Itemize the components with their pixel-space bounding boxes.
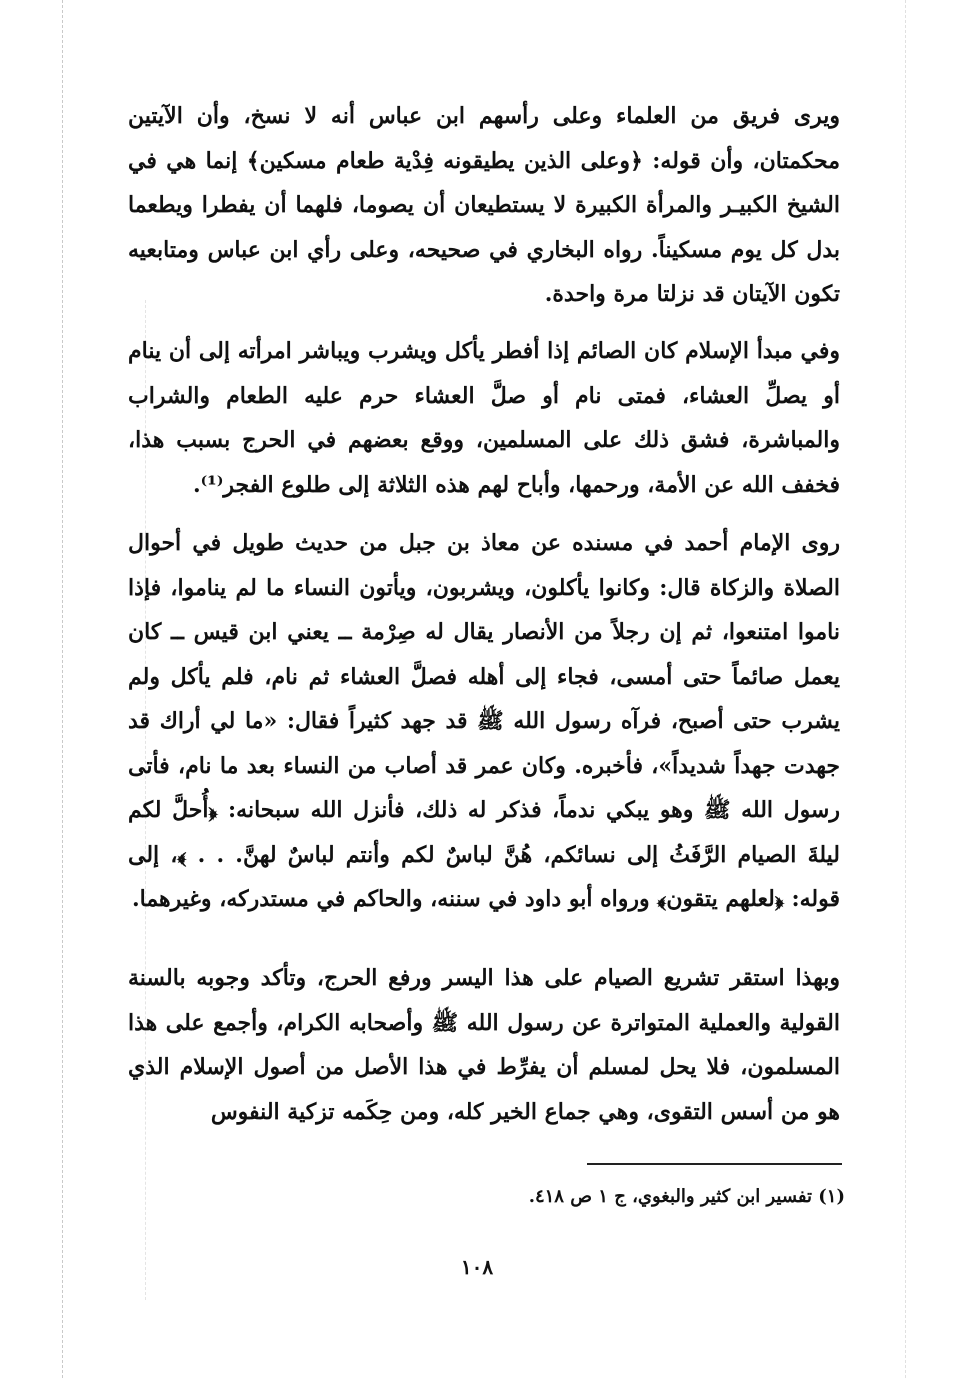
paragraph: وفي مبدأ الإسلام كان الصائم إذا أفطر يأكل ويشرب ويباشر امرأته إلى أن ينام أو يصلِّ العشاء، فمتى نام أو صلَّ العشاء حرم عليه الطعام والشراب والمباشرة، فشق ذلك على المسلمين، ووقع بعضهم في الحرج بسبب هذا، فخفف الله عن الأمة، ورحمها، وأباح لهم هذه الثلاثة إلى طلوع الفجر⁽¹⁾. (128, 338, 841, 498)
paragraph: ويرى فريق من العلماء وعلى رأسهم ابن عباس أنه لا نسخ، وأن الآيتين محكمتان، وأن قوله: ﴿وعلى الذين يطيقونه فِدْية طعام مسكين﴾ إنما هي في الشيخ الكبيـر والمرأة الكبيرة لا يستطيعان أن يصوما، فلهما أن يفطرا ويطعما بدل كل يوم مسكيناً. رواه البخاري في صحيحه، وعلى رأي ابن عباس ومتابعيه تكون الآيتان قد نزلتا مرة واحدة. (128, 103, 840, 307)
scan-artifact-line (905, 0, 906, 1378)
page-number: ١٠٨ (460, 1255, 494, 1279)
footnote: (١) تفسير ابن كثير والبغوي، ج ١ ص ٤١٨. (528, 1186, 845, 1207)
paragraph: روى الإمام أحمد في مسنده عن معاذ بن جبل من حديث طويل في أحوال الصلاة والزكاة قال: وكانوا يأكلون، ويشربون، ويأتون النساء ما لم يناموا، فإذا ناموا امتنعوا، ثم إن رجلاً من الأنصار يقال له صِرْمة ــ يعني ابن قيس ــ كان يعمل صائماً حتى أمسى، فجاء إلى أهله فصلَّ العشاء ثم نام، فلم يأكل ولم يشرب حتى أصبح، فرآه رسول الله ﷺ قد جهد كثيراً فقال: «ما لي أراك قد جهدت جهداً شديداً»، فأخبره. وكان عمر قد أصاب من النساء بعد ما نام، فأتى رسول الله ﷺ وهو يبكي ندماً، فذكر له ذلك، فأنزل الله سبحانه: ﴿أُحلَّ لكم ليلةَ الصيام الرَّفَثُ إلى نسائكم، هُنَّ لباسٌ لكم وأنتم لباسٌ لهنَّ. . . ﴾، إلى قوله: ﴿لعلهم يتقون﴾ ورواه أبو داود في سننه، والحاكم في مستدركه، وغيرهما. (128, 530, 840, 912)
paragraph: وبهذا استقر تشريع الصيام على هذا اليسر ورفع الحرج، وتأكد وجوبه بالسنة القولية والعملية المتواترة عن رسول الله ﷺ وأصحابه الكرام، وأجمع على هذا المسلمون، فلا يحل لمسلم أن يفرِّط في هذا الأصل من أصول الإسلام الذي هو من أسس التقوى، وهي جماع الخير كله، ومن حِكَمه تزكية النفوس (128, 965, 840, 1125)
scan-artifact-line (62, 0, 63, 1378)
footnote-separator (587, 1163, 842, 1165)
